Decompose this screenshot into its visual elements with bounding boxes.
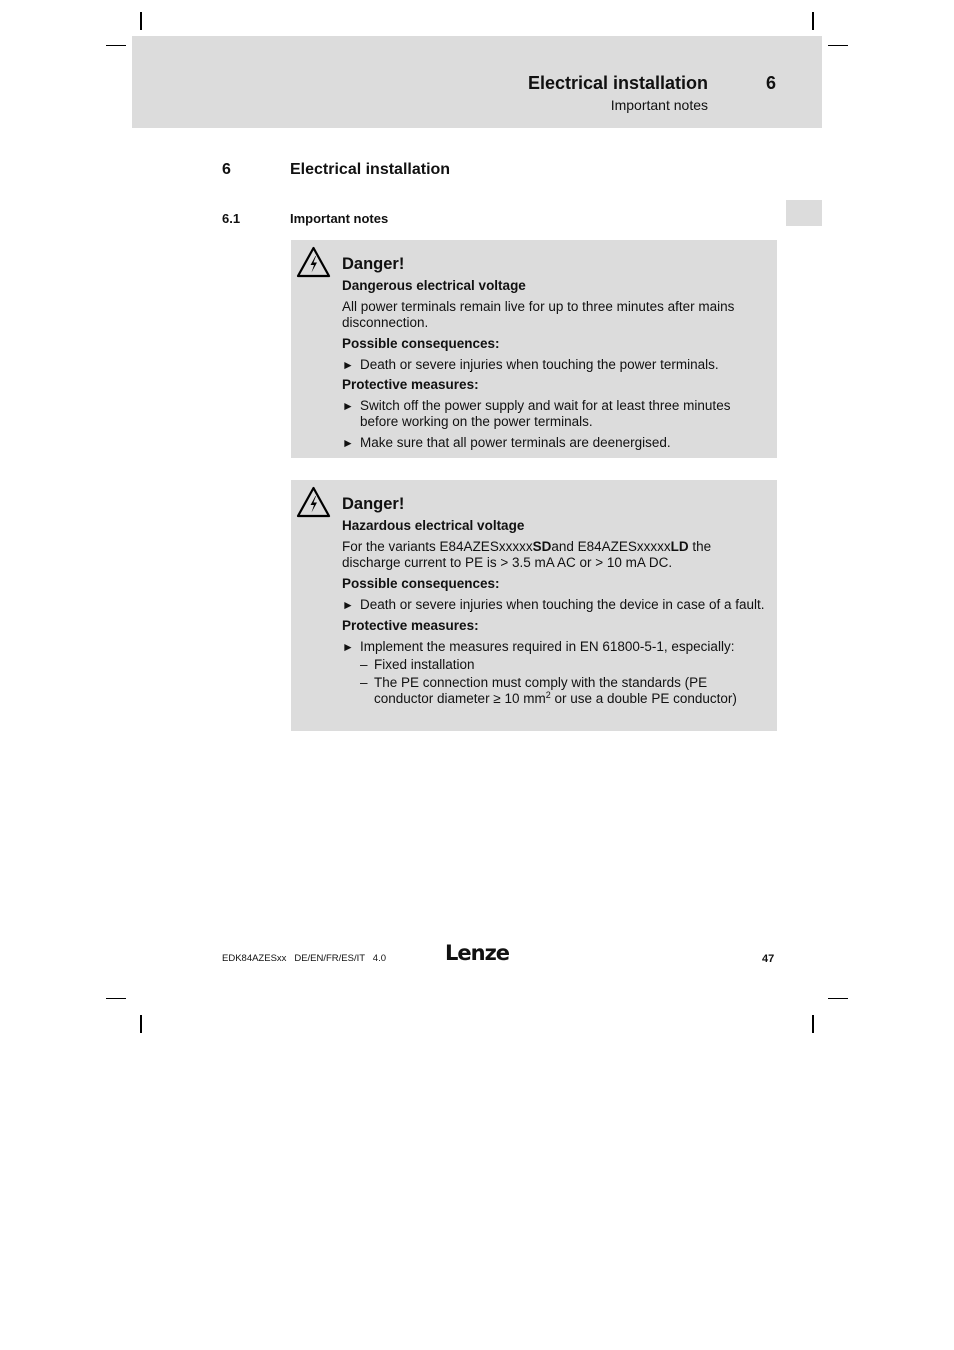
danger-box (291, 480, 777, 731)
text-part: and E84AZESxxxxx (551, 539, 671, 554)
crop-mark (106, 998, 126, 999)
crop-mark (140, 12, 142, 30)
text-part: For the variants E84AZESxxxxx (342, 539, 533, 554)
header-title: Electrical installation (527, 73, 708, 93)
crop-mark (812, 1015, 814, 1033)
section-title: Electrical installation (290, 161, 451, 178)
danger-text: All power terminals remain live for up to three minutes after mains disconnection. (342, 299, 735, 330)
header-band (132, 36, 822, 128)
measures-label: Protective measures: (342, 618, 479, 633)
text-part: or use a double PE conductor) (550, 691, 737, 706)
header-chapter-number: 6 (766, 73, 777, 93)
measure-item: ► Implement the measures required in EN 61800-5-1, especially: (342, 639, 767, 655)
text-part: The PE connection must comply with the standards (PE conductor diameter ≥ 10 mm (374, 675, 708, 706)
danger-text (342, 539, 767, 571)
measure-item: ► Make sure that all power terminals are deenergised. (342, 435, 767, 451)
subsection-title: Important notes (290, 211, 389, 226)
danger-box (291, 240, 777, 458)
crop-mark (828, 998, 848, 999)
footer-doc-id: EDK84AZESxx DE/EN/FR/ES/IT 4.0 (222, 953, 387, 964)
measure-item: ► Switch off the power supply and wait for at least three minutes before working on the power terminals. (342, 398, 767, 430)
electrical-hazard-icon (296, 246, 331, 278)
danger-heading: Danger! (342, 495, 405, 513)
header-subtitle: Important notes (610, 97, 708, 113)
crop-mark (140, 1015, 142, 1033)
crop-mark (106, 45, 126, 46)
danger-heading: Danger! (342, 255, 405, 273)
sub-measure-item (342, 675, 767, 707)
measures-label: Protective measures: (342, 377, 479, 392)
electrical-hazard-icon (296, 486, 331, 518)
consequence-item: ► Death or severe injuries when touching the device in case of a fault. (342, 597, 767, 613)
consequences-label: Possible consequences: (342, 336, 500, 351)
variant-code: LD (670, 539, 689, 554)
chapter-side-tab (786, 200, 822, 226)
crop-mark (812, 12, 814, 30)
page-number: 47 (762, 953, 775, 965)
variant-code: SD (532, 539, 552, 554)
section-number: 6 (222, 161, 231, 178)
danger-subheading: Dangerous electrical voltage (342, 278, 526, 293)
crop-mark (828, 45, 848, 46)
text-part: the discharge current to PE is > 3.5 mA AC or > 10 mA DC. (342, 539, 712, 570)
subsection-number: 6.1 (222, 211, 241, 226)
superscript: 2 (545, 690, 551, 700)
lenze-logo: Lenze (445, 941, 510, 965)
consequence-item: ► Death or severe injuries when touching the power terminals. (342, 357, 767, 373)
consequences-label: Possible consequences: (342, 576, 500, 591)
sub-measure-item: – Fixed installation (342, 657, 767, 673)
danger-subheading: Hazardous electrical voltage (342, 518, 525, 533)
